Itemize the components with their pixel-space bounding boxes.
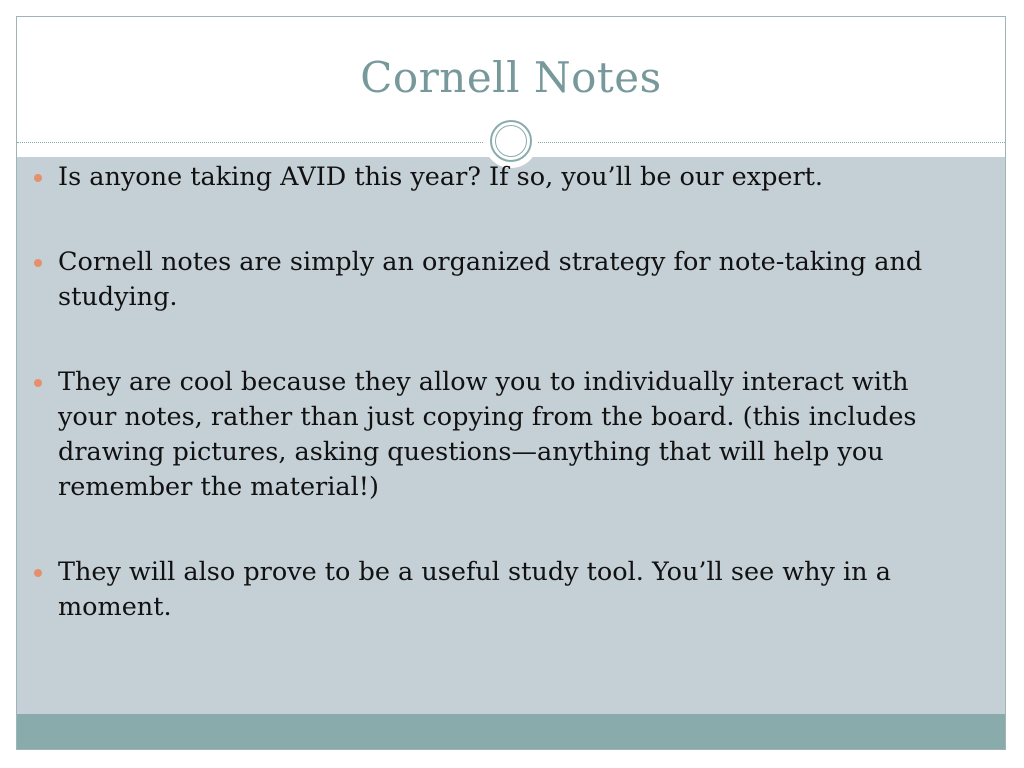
ornament-inner-ring [495,125,527,157]
round-bullet-icon [34,174,42,182]
bullet-text: Is anyone taking AVID this year? If so, you’ll be our expert. [58,162,824,192]
bullet-list [58,160,958,675]
bullet-text: They are cool because they allow you to individually interact with your notes, rather than just copying from the board. (this includes drawing pictures, asking questions—anything that will help you remember the material!) [58,367,917,502]
round-bullet-icon [34,379,42,387]
bullet-text: They will also prove to be a useful study tool. You’ll see why in a moment. [58,557,891,622]
round-bullet-icon [34,259,42,267]
footer-band [17,714,1005,749]
bullet-item [58,245,958,315]
slide-title: Cornell Notes [360,53,662,102]
bullet-item [58,555,958,625]
round-bullet-icon [34,569,42,577]
bullet-text: Cornell notes are simply an organized strategy for note-taking and studying. [58,247,923,312]
bullet-item [58,365,958,505]
bullet-item [58,160,958,195]
